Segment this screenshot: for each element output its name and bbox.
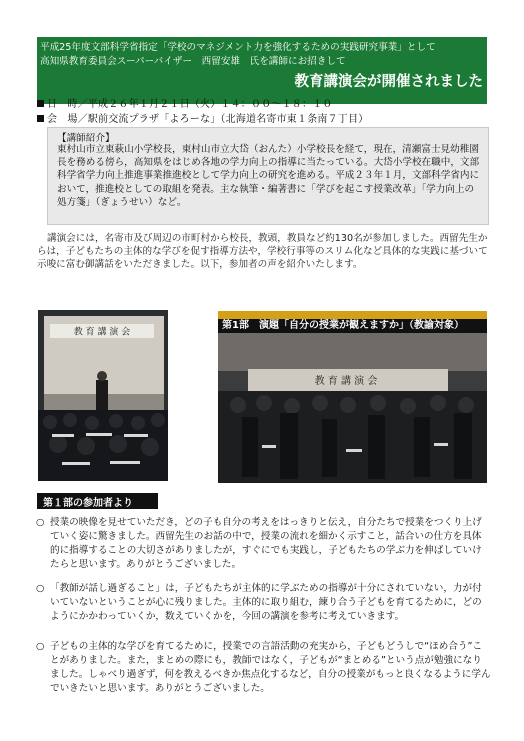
banner-line-2: 高知県教育委員会スーパーバイザー 西留安雄 氏を講師にお招きして xyxy=(40,56,346,67)
participant-comment xyxy=(36,640,491,696)
accent-notch xyxy=(382,311,487,319)
session-title: 第1部 演題「自分の授業が観えますか」（教諭対象） xyxy=(222,320,464,331)
venue-label: 会 場／ xyxy=(47,114,88,125)
participant-comment xyxy=(36,582,491,624)
comment-text: 授業の映像を見せていただき，どの子も自分の考えをはっきりと伝え，自分たちで授業をつくり上げていく姿に驚きました。西留先生のお話の中で，授業の流れを細かく示すこと，話合いの仕方を具体的に指導することの大切さがありましたが，すぐにでも実践し，子どもたちの学ぶ力を伸ばしていけたらと思います。ありがとうございました。 xyxy=(50,517,482,570)
venue-value: 駅前交流プラザ「よろーな」（北海道名寄市東１条南７丁目） xyxy=(87,114,369,125)
date-row xyxy=(37,95,333,110)
date-value: 平成２６年１月２１日（火）１４：００～１８：１０ xyxy=(87,99,333,110)
lecturer-profile-box xyxy=(47,127,489,225)
participants-heading xyxy=(37,493,158,509)
participants-label: 第１部の参加者より xyxy=(43,498,133,509)
header-banner xyxy=(37,37,487,104)
lecturer-label: 【講師紹介】 xyxy=(57,133,115,144)
page-title: 教育講演会が開催されました xyxy=(294,74,483,90)
circle-bullet-icon: ○ xyxy=(36,641,45,652)
photo1-sign-text: 教 育 講 演 会 xyxy=(73,327,131,338)
photo2-sign-text: 教 育 講 演 会 xyxy=(314,376,378,387)
session-title-bar xyxy=(218,319,487,333)
lecture-photo-1 xyxy=(38,310,168,481)
circle-bullet-icon: ○ xyxy=(36,583,45,594)
intro-paragraph: 講演会には，名寄市及び周辺の市町村から校長，教頭，教員など約130名が参加しました。西留先生からは，子どもたちの主体的な学びを促す指導方法や，学校行事等のスリム化など具体的な実践に基づいて示唆に富む御講話をいただきました。以下，参加者の声を紹介いたします。 xyxy=(37,233,488,270)
square-bullet-icon xyxy=(37,115,44,122)
square-bullet-icon xyxy=(37,100,44,107)
comment-text: 「教師が話し過ぎること」は，子どもたちが主体的に学ぶための指導が十分にされていない，力が付いていないということが心に残りました。主体的に取り組む，練り合う子どもを育てるために，どのようにかかわっていくか，数えていくかを，今回の講演を参考に考えていきます。 xyxy=(50,583,482,622)
date-label: 日 時／ xyxy=(47,99,88,110)
participant-comment xyxy=(36,516,491,572)
banner-line-1: 平成25年度文部科学省指定「学校のマネジメント力を強化するための実践研究事業」として xyxy=(40,42,436,53)
comment-text: 子どもの主体的な学びを育てるために，授業での言語活動の充実から，子どもどうしで“ほめ合う”ことがありました。また，まとめの際にも，教師ではなく，子どもが“まとめる”という点が勉強になりました。しゃべり過ぎず，何を教えるべきか焦点化するなど，自分の授業がもっと良くなるように学んでいきたいと思います。ありがとうございました。 xyxy=(50,641,491,694)
session-heading xyxy=(218,311,487,333)
venue-row xyxy=(37,110,368,125)
lecturer-text: 東村山市立東萩山小学校長，東村山市立大岱（おんた）小学校長を経て，現在，清瀬富士見幼稚園長を務める傍ら，高知県をはじめ各地の学力向上の指導に当たっている。大岱小学校在職中，文部科学省学力向上推進事業推進校として学力向上の研究を進める。平成２３年１月，文部科学省内において，推進校としての取組を発表。主な執筆・編著書に「学びを起こす授業改革」「学力向上の処方箋」（ぎょうせい）など。 xyxy=(57,144,480,208)
circle-bullet-icon: ○ xyxy=(36,517,45,528)
lecture-photo-2 xyxy=(218,333,487,483)
